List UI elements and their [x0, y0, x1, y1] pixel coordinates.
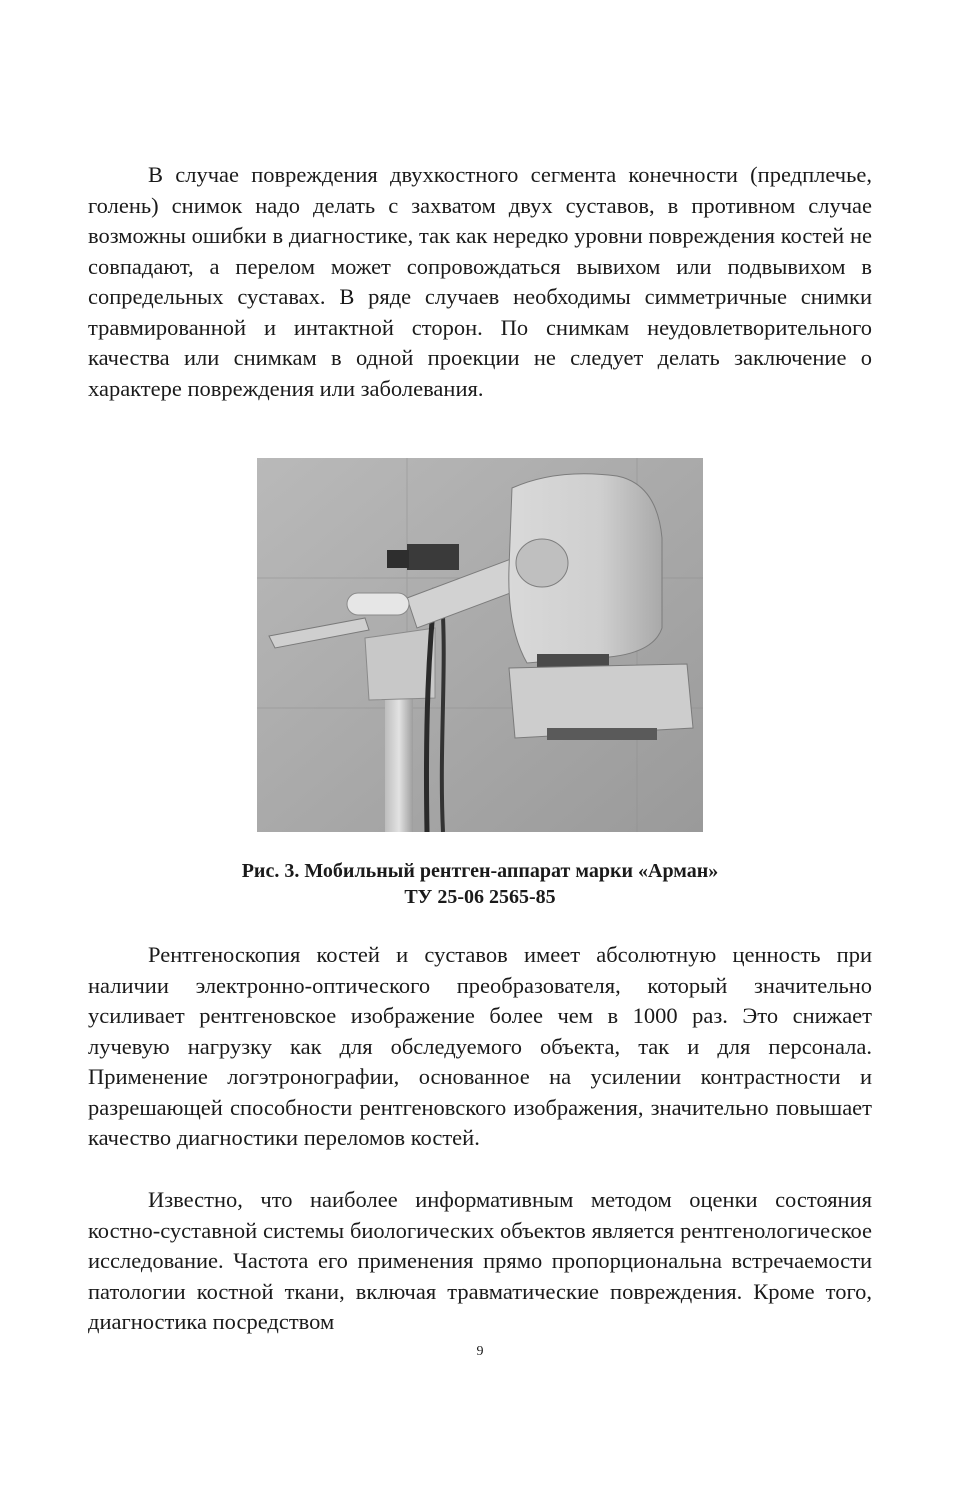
paragraph-2: Рентгеноскопия костей и суставов имеет абсолютную ценность при наличии электронно-оптического преобразователя, который значительно усиливает рентгеновское изображение более чем в 1000 раз. Это снижает лучевую нагрузку как для обследуемого объекта, так и для персонала. Применение логэтронографии, основанное на усилении контрастности и разрешающей способности рентгеновского изображения, значительно повышает качество диагностики переломов костей.	[88, 942, 872, 1150]
figure-caption-spec: ТУ 25-06 2565-85	[404, 886, 556, 908]
xray-machine-illustration	[257, 458, 703, 832]
paragraph-1: В случае повреждения двухкостного сегмента конечности (предплечье, голень) снимок надо делать с захватом двух суставов, в противном случае возможны ошибки в диагностике, так как нередко уровни повреждения костей не совпадают, а перелом может сопровождаться вывихом или подвывихом в сопредельных суставах. В ряде случаев необходимы симметричные снимки травмированной и интактной сторон. По снимкам неудовлетворительного качества или снимкам в одной проекции не следует делать заключение о характере повреждения или заболевания.	[88, 162, 872, 401]
figure-caption-title: Рис. 3. Мобильный рентген-аппарат марки «Арман»	[241, 860, 719, 882]
xray-machine-photo	[257, 458, 703, 832]
paragraph-3: Известно, что наиболее информативным методом оценки состояния костно-суставной системы биологических объектов является рентгенологическое исследование. Частота его применения прямо пропорциональна встречаемости патологии костной ткани, включая травматические повреждения. Кроме того, диагностика посредством	[88, 1187, 872, 1334]
page-number: 9	[476, 1344, 484, 1359]
